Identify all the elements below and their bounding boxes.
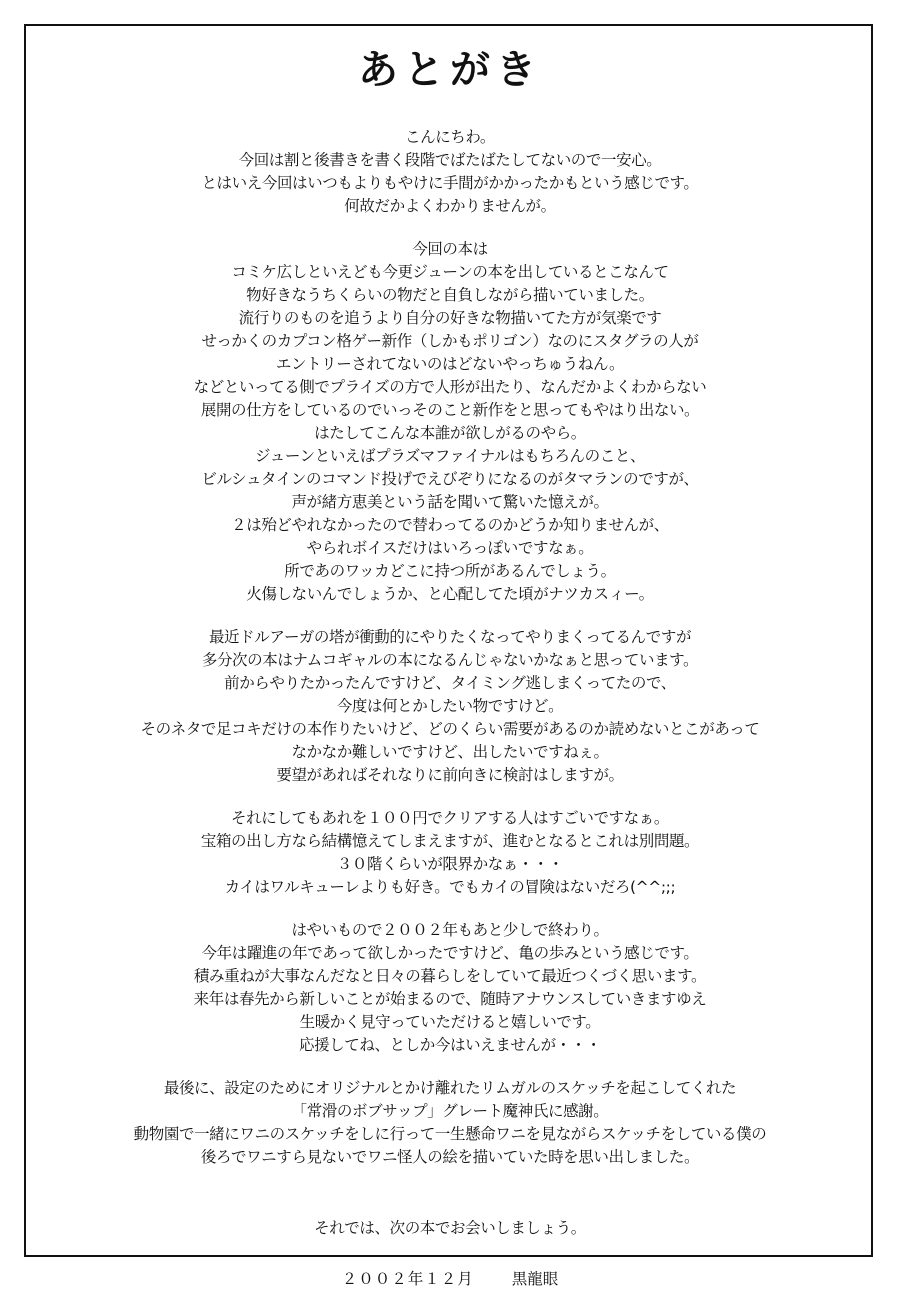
afterword-body (40, 126, 860, 1291)
text-line: せっかくのカプコン格ゲー新作（しかもポリゴン）なのにスタグラの人が (201, 332, 699, 350)
text-line: 火傷しないんでしょうか、と心配してた頃がナツカスィー。 (246, 585, 654, 603)
paragraph-year-end (40, 919, 860, 1057)
text-line: 展開の仕方をしているのでいっそのこと新作をと思ってもやはり出ない。 (200, 401, 700, 419)
text-line: 応援してね、としか今はいえませんが・・・ (298, 1036, 601, 1054)
text-line: そのネタで足コキだけの本作りたいけど、どのくらい需要があるのか読めないとこがあって (140, 720, 760, 738)
text-line: 物好きなうちくらいの物だと自負しながら描いていました。 (246, 286, 654, 304)
text-line: コミケ広しといえども今更ジューンの本を出しているとこなんて (231, 263, 669, 281)
text-line: なかなか難しいですけど、出したいですねぇ。 (291, 743, 609, 761)
text-line: 声が緒方恵美という話を聞いて驚いた憶えが。 (291, 493, 609, 511)
text-line: 積み重ねが大事なんだなと日々の暮らしをしていて最近つくづく思います。 (193, 967, 707, 985)
spacer (40, 1240, 860, 1268)
paragraph-about-book (40, 238, 860, 606)
text-line: 宝箱の出し方なら結構憶えてしまえますが、進むとなるとこれは別問題。 (200, 832, 700, 850)
text-line: 生暖かく見守っていただけると嬉しいです。 (299, 1013, 601, 1031)
text-line: 今回の本は (412, 240, 488, 258)
text-line: 「常滑のボブサップ」グレート魔神氏に感謝。 (291, 1102, 609, 1120)
text-line: はやいもので２００２年もあと少しで終わり。 (291, 921, 609, 939)
text-line: カイはワルキューレよりも好き。でもカイの冒険はないだろ(^^;;; (224, 878, 676, 896)
text-line: 多分次の本はナムコギャルの本になるんじゃないかなぁと思っています。 (201, 651, 699, 669)
page-title: あとがき (358, 46, 542, 93)
text-line: とはいえ今回はいつもよりもやけに手間がかかったかもという感じです。 (201, 174, 699, 192)
text-line: やられボイスだけはいろっぽいですなぁ。 (306, 539, 594, 557)
text-line: 後ろでワニすら見ないでワニ怪人の絵を描いていた時を思い出しました。 (200, 1148, 700, 1166)
paragraph-thanks (40, 1077, 860, 1169)
text-line: 今年は躍進の年であって欲しかったですけど、亀の歩みという感じです。 (201, 944, 699, 962)
text-line: こんにちわ。 (405, 128, 495, 146)
text-line: 前からやりたかったんですけど、タイミング逃しまくってたので、 (224, 674, 676, 692)
text-line: 来年は春先から新しいことが始まるので、随時アナウンスしていきますゆえ (193, 990, 707, 1008)
paragraph-greeting (40, 126, 860, 218)
text-line: ２は殆どやれなかったので替わってるのかどうか知りませんが、 (231, 516, 669, 534)
signature-author: 黒龍眼 (511, 1270, 559, 1288)
paragraph-next-book (40, 626, 860, 787)
text-line: 要望があればそれなりに前向きに検討はしますが。 (276, 766, 624, 784)
text-line: ３０階くらいが限界かなぁ・・・ (336, 855, 564, 873)
text-line: エントリーされてないのはどないやっちゅうねん。 (275, 355, 625, 373)
paragraph-druaga (40, 807, 860, 899)
text-line: はたしてこんな本誰が欲しがるのやら。 (314, 424, 586, 442)
text-line: 所であのワッカどこに持つ所があるんでしょう。 (284, 562, 616, 580)
text-line: 最後に、設定のためにオリジナルとかけ離れたリムガルのスケッチを起こしてくれた (163, 1079, 737, 1097)
text-line: ビルシュタインのコマンド投げでえびぞりになるのがタマランのですが、 (201, 470, 699, 488)
text-line: 最近ドルアーガの塔が衝動的にやりたくなってやりまくってるんですが (208, 628, 692, 646)
text-line: 何故だかよくわかりませんが。 (344, 197, 556, 215)
text-line: 今度は何とかしたい物ですけど。 (336, 697, 564, 715)
text-line: 今回は割と後書きを書く段階でばたばたしてないので一安心。 (238, 151, 662, 169)
text-line: ジューンといえばプラズマファイナルはもちろんのこと、 (254, 447, 646, 465)
spacer (40, 1189, 860, 1217)
closing-line: それでは、次の本でお会いしましょう。 (314, 1219, 586, 1237)
text-line: それにしてもあれを１００円でクリアする人はすごいですなぁ。 (231, 809, 669, 827)
text-line: 流行りのものを追うより自分の好きな物描いてた方が気楽です (238, 309, 662, 327)
text-line: などといってる側でプライズの方で人形が出たり、なんだかよくわからない (193, 378, 707, 396)
text-line: 動物園で一緒にワニのスケッチをしに行って一生懸命ワニを見ながらスケッチをしている僕の (133, 1125, 767, 1143)
signature-date: ２００２年１２月 (341, 1270, 474, 1288)
